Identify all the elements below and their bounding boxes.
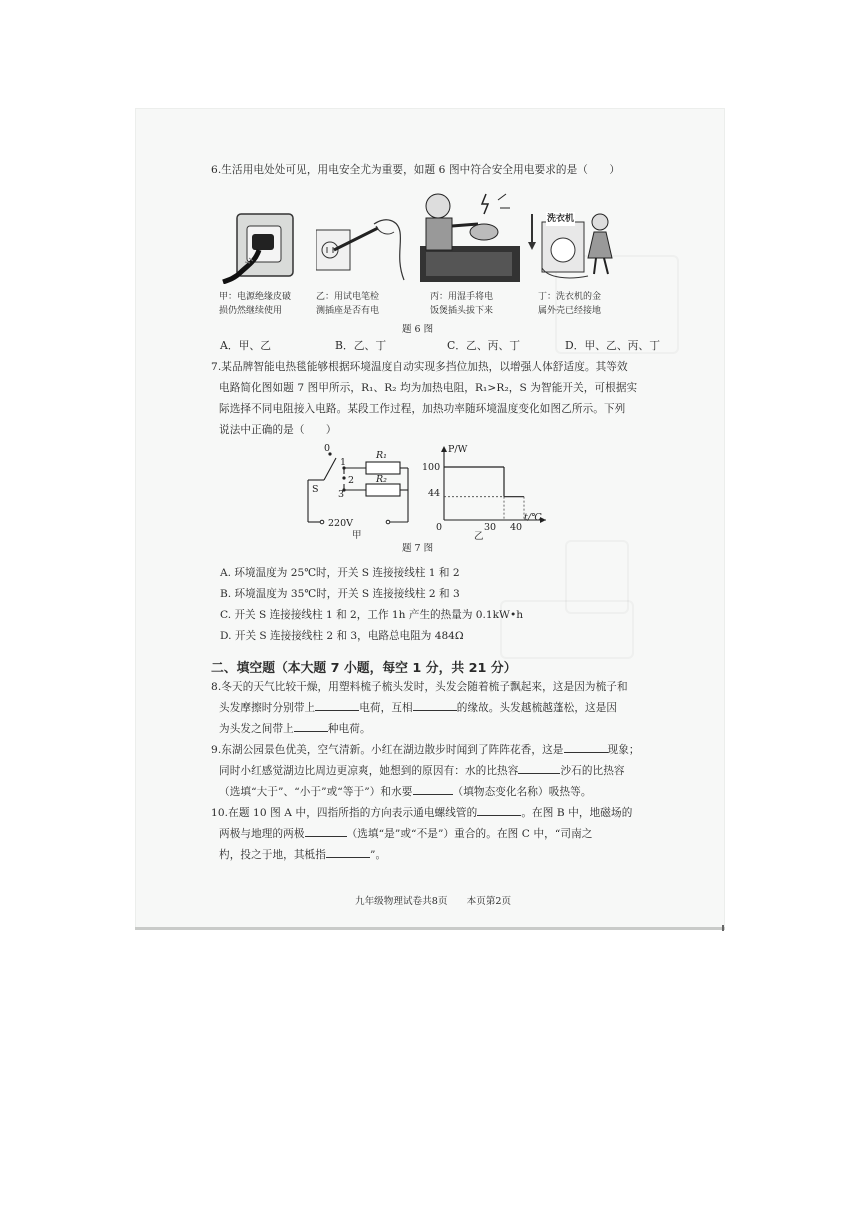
supply-terminal-right [386, 520, 390, 524]
resistor-r2 [366, 484, 400, 496]
answer-blank[interactable] [294, 720, 328, 732]
q9-line-3 [211, 782, 681, 803]
q8-text: 电荷，互相 [359, 702, 413, 714]
answer-blank[interactable] [518, 762, 560, 774]
x-axis-label: t/℃ [524, 512, 542, 523]
page-edge [135, 927, 725, 930]
label-voltage: 220V [328, 518, 353, 529]
label-r2: R₂ [376, 474, 387, 485]
answer-blank[interactable] [315, 699, 359, 711]
y-axis-arrow [441, 446, 447, 452]
answer-blank[interactable] [477, 804, 521, 816]
caption-bing [430, 290, 493, 318]
label-figure-yi: 乙 [474, 531, 484, 540]
y-axis-label: P/W [448, 444, 468, 455]
caption-bing-line2: 饭煲插头拔下来 [430, 306, 494, 316]
answer-blank[interactable] [305, 825, 347, 837]
answer-blank[interactable] [413, 699, 457, 711]
power-temperature-graph [420, 440, 560, 540]
label-figure-jia: 甲 [352, 530, 362, 540]
q7-line-2: 电路简化图如题 7 图甲所示，R₁、R₂ 均为加热电阻，R₁>R₂，S 为智能开关，可根据实 [219, 382, 638, 394]
option-d[interactable]: D．甲、乙、丙、丁 [565, 339, 661, 352]
washer-label: 洗衣机 [547, 214, 575, 224]
y-tick-label-100: 100 [422, 462, 441, 473]
option-c[interactable]: C．乙、丙、丁 [447, 339, 521, 352]
figure-7-caption: 题 7 图 [402, 543, 434, 554]
supply-terminal-left [320, 520, 324, 524]
q8-line-3 [211, 719, 681, 740]
q9-text: （选填“大于”、“小于”或“等于”）和水要 [219, 786, 413, 798]
label-terminal-3: 3 [338, 489, 345, 500]
label-terminal-0: 0 [324, 443, 331, 454]
q7-line-4: 说法中正确的是（ ） [219, 424, 337, 436]
question-6-options [220, 338, 690, 358]
test-pen-socket-illustration [316, 210, 408, 284]
circuit-diagram [300, 440, 420, 540]
q10-text: 两极与地理的两极 [219, 828, 305, 840]
y-tick-label-44: 44 [428, 488, 441, 499]
q9-text: 现象； [607, 744, 640, 756]
option-a[interactable]: A．甲、乙 [220, 339, 271, 352]
power-series [444, 467, 524, 497]
q10-line-3 [211, 845, 681, 866]
q10-line-1 [211, 803, 681, 824]
caption-yi-line1: 乙：用试电笔检 [316, 292, 380, 302]
q10-text: ”。 [369, 849, 387, 861]
q7-choice-b[interactable]: B. 环境温度为 35℃时，开关 S 连接接线柱 2 和 3 [220, 588, 460, 600]
wet-hand-unplugging-illustration [416, 188, 521, 284]
resistor-r1 [366, 462, 400, 474]
q9-text: （填物态变化名称）吸热等。 [452, 786, 592, 798]
q10-line-2 [211, 824, 681, 845]
q9-text: 同时小红感觉湖边比周边更凉爽，她想到的原因有：水的比热容 [219, 765, 519, 777]
answer-blank[interactable] [326, 846, 370, 858]
q10-text: 10.在题 10 图 A 中，四指所指的方向表示通电螺线管的 [211, 807, 478, 819]
caption-jia-line2: 损仍然继续使用 [219, 306, 283, 316]
origin-label: 0 [436, 522, 443, 533]
label-r1: R₁ [376, 450, 387, 461]
question-8 [211, 677, 681, 740]
q10-text: 杓，投之于地，其柢指 [219, 849, 326, 861]
label-switch-s: S [312, 484, 319, 495]
label-terminal-2: 2 [348, 475, 355, 486]
x-tick-label-40: 40 [510, 522, 523, 533]
q8-line-2 [211, 698, 681, 719]
q7-choice-a[interactable]: A. 环境温度为 25℃时，开关 S 连接接线柱 1 和 2 [220, 567, 460, 579]
q8-line-1: 8.冬天的天气比较干燥，用塑料梳子梳头发时，头发会随着梳子飘起来，这是因为梳子和 [211, 681, 628, 693]
caption-ding-line2: 属外壳已经接地 [538, 306, 602, 316]
question-7-stem [211, 357, 681, 441]
caption-jia [219, 290, 291, 318]
label-terminal-1: 1 [340, 457, 347, 468]
q10-text: （选填“是”或“不是”）重合的。在图 C 中，“司南之 [346, 828, 593, 840]
q9-text: 沙石的比热容 [560, 765, 625, 777]
caption-yi [316, 290, 379, 318]
q9-text: 9.东湖公园景色优美，空气清新。小红在湖边散步时闻到了阵阵花香，这是 [211, 744, 564, 756]
q9-line-2 [211, 761, 681, 782]
q8-text: 头发摩擦时分别带上 [219, 702, 316, 714]
question-10 [211, 803, 681, 866]
caption-ding [538, 290, 601, 318]
guide-lines [444, 497, 524, 520]
question-9 [211, 740, 681, 803]
caption-jia-line1: 甲：电源绝缘皮破 [219, 292, 292, 302]
q8-text: 种电荷。 [327, 723, 371, 735]
q10-text: 。在图 B 中，地磁场的 [521, 807, 633, 819]
q7-choice-c[interactable]: C. 开关 S 连接接线柱 1 和 2，工作 1h 产生的热量为 0.1kW•h [220, 609, 524, 621]
q7-choice-d[interactable]: D. 开关 S 连接接线柱 2 和 3，电路总电阻为 484Ω [220, 630, 464, 642]
section-2-title: 二、填空题（本大题 7 小题，每空 1 分，共 21 分） [211, 661, 517, 676]
frayed-plug-illustration [219, 210, 297, 284]
q7-line-3: 际选择不同电阻接入电路。某段工作过程，加热功率随环境温度变化如图乙所示。下列 [219, 403, 626, 415]
question-6-stem: 6.生活用电处处可见，用电安全尤为重要，如题 6 图中符合安全用电要求的是（ ） [211, 164, 621, 176]
q8-text: 为头发之间带上 [219, 723, 294, 735]
q9-line-1 [211, 740, 681, 761]
q7-line-1: 7.某品牌智能电热毯能够根据环境温度自动实现多挡位加热，以增强人体舒适度。其等效 [211, 361, 628, 373]
grounded-washer-illustration [528, 208, 620, 284]
caption-ding-line1: 丁：洗衣机的金 [538, 292, 602, 302]
answer-blank[interactable] [564, 741, 608, 753]
figure-6-caption: 题 6 图 [402, 324, 434, 335]
page-edge-mark [722, 925, 724, 931]
caption-bing-line1: 丙：用湿手将电 [430, 292, 494, 302]
answer-blank[interactable] [413, 783, 453, 795]
page-footer: 九年级物理试卷共8页 本页第2页 [355, 896, 512, 907]
caption-yi-line2: 测插座是否有电 [316, 306, 380, 316]
option-b[interactable]: B．乙、丁 [335, 339, 387, 352]
x-tick-label-30: 30 [484, 522, 497, 533]
q8-text: 的缘故。头发越梳越蓬松，这是因 [456, 702, 618, 714]
terminal-2 [342, 476, 345, 479]
